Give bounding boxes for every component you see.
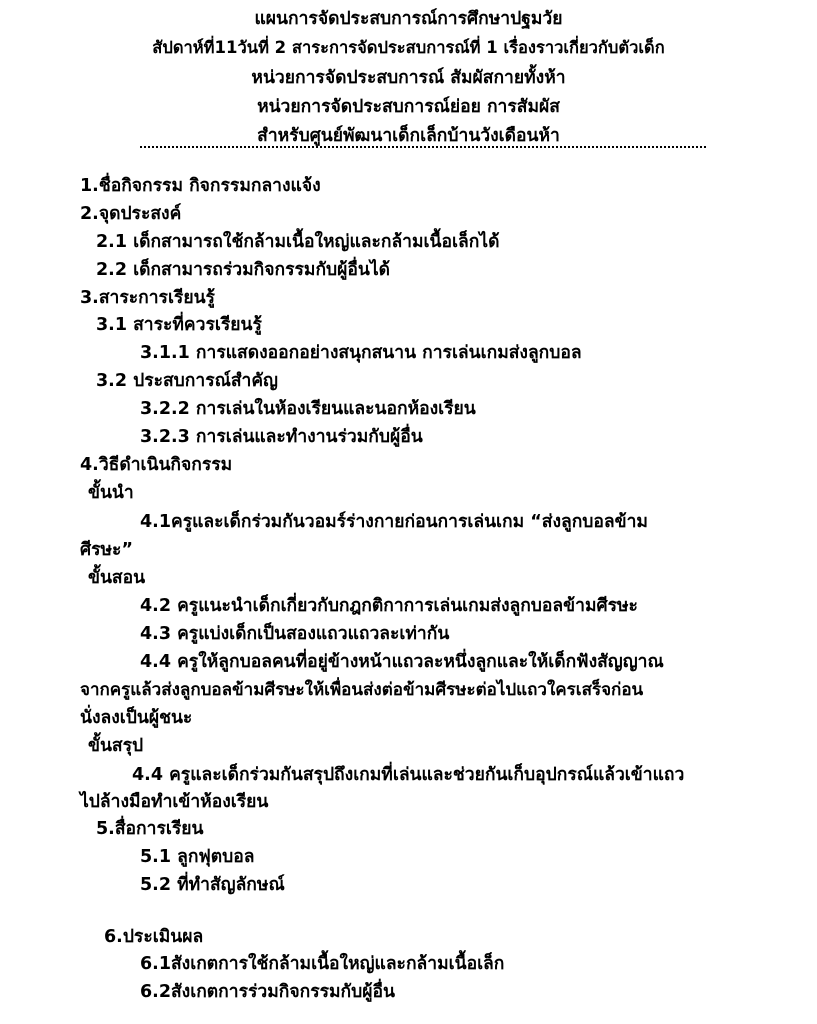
procedure-4-4-line1: 4.4 ครูให้ลูกบอลคนที่อยู่ข้างหน้าแถวละหนึ่งลูกและให้เด็กฟังสัญญาณ	[140, 652, 664, 672]
step-introduction: ขั้นนำ	[88, 483, 134, 503]
evaluation-6-1: 6.1สังเกตการใช้กล้ามเนื้อใหญ่และกล้ามเนื้อเล็ก	[140, 954, 505, 974]
content-3-2: 3.2 ประสบการณ์สำคัญ	[96, 371, 278, 391]
procedure-4-1-line1: 4.1ครูและเด็กร่วมกันวอมร์ร่างกายก่อนการเล่นเกม “ส่งลูกบอลข้าม	[140, 512, 648, 532]
content-3-1-1: 3.1.1 การแสดงออกอย่างสนุกสนาน การเล่นเกมส่งลูกบอล	[140, 343, 582, 363]
header-unit: หน่วยการจัดประสบการณ์ สัมผัสกายทั้งห้า	[251, 68, 566, 88]
material-5-1: 5.1 ลูกฟุตบอล	[140, 847, 255, 867]
section-materials: 5.สื่อการเรียน	[96, 819, 204, 839]
procedure-4-1-line2: ศีรษะ”	[80, 540, 133, 560]
section-procedure: 4.วิธีดำเนินกิจกรรม	[80, 455, 233, 475]
section-learning-content: 3.สาระการเรียนรู้	[80, 288, 215, 308]
objective-1: 2.1 เด็กสามารถใช้กล้ามเนื้อใหญ่และกล้ามเนื้อเล็กได้	[96, 232, 500, 252]
objective-2: 2.2 เด็กสามารถร่วมกิจกรรมกับผู้อื่นได้	[96, 260, 391, 280]
procedure-4-2: 4.2 ครูแนะนำเด็กเกี่ยวกับกฎกติกาการเล่นเกมส่งลูกบอลข้ามศีรษะ	[140, 596, 638, 616]
section-objectives: 2.จุดประสงค์	[80, 204, 182, 224]
header-title: แผนการจัดประสบการณ์การศึกษาปฐมวัย	[254, 9, 563, 29]
material-5-2: 5.2 ที่ทำสัญลักษณ์	[140, 875, 285, 895]
procedure-4-4-line3: นั่งลงเป็นผู้ชนะ	[80, 708, 193, 728]
step-teaching: ขั้นสอน	[88, 568, 146, 588]
header-center: สำหรับศูนย์พัฒนาเด็กเล็กบ้านวังเดือนห้า	[257, 126, 560, 146]
dotted-separator	[140, 146, 706, 148]
content-3-1: 3.1 สาระที่ควรเรียนรู้	[96, 315, 262, 335]
procedure-conclusion-line2: ไปล้างมือทำเข้าห้องเรียน	[80, 792, 269, 812]
procedure-4-3: 4.3 ครูแบ่งเด็กเป็นสองแถวแถวละเท่ากัน	[140, 624, 450, 644]
content-3-2-2: 3.2.2 การเล่นในห้องเรียนและนอกห้องเรียน	[140, 399, 476, 419]
evaluation-6-2: 6.2สังเกตการร่วมกิจกรรมกับผู้อื่น	[140, 982, 395, 1002]
section-evaluation: 6.ประเมินผล	[104, 927, 204, 947]
header-week-topic: สัปดาห์ที่11วันที่ 2 สาระการจัดประสบการณ์ที่ 1 เรื่องราวเกี่ยวกับตัวเด็ก	[152, 38, 665, 57]
procedure-conclusion-line1: 4.4 ครูและเด็กร่วมกันสรุปถึงเกมที่เล่นและช่วยกันเก็บอุปกรณ์แล้วเข้าแถว	[132, 765, 685, 785]
section-activity-name: 1.ชื่อกิจกรรม กิจกรรมกลางแจ้ง	[80, 176, 321, 196]
content-3-2-3: 3.2.3 การเล่นและทำงานร่วมกับผู้อื่น	[140, 427, 423, 447]
header-subunit: หน่วยการจัดประสบการณ์ย่อย การสัมผัส	[257, 97, 560, 117]
step-conclusion: ขั้นสรุป	[88, 736, 144, 756]
procedure-4-4-line2: จากครูแล้วส่งลูกบอลข้ามศีรษะให้เพื่อนส่งต่อข้ามศีรษะต่อไปแถวใครเสร็จก่อน	[80, 680, 644, 700]
